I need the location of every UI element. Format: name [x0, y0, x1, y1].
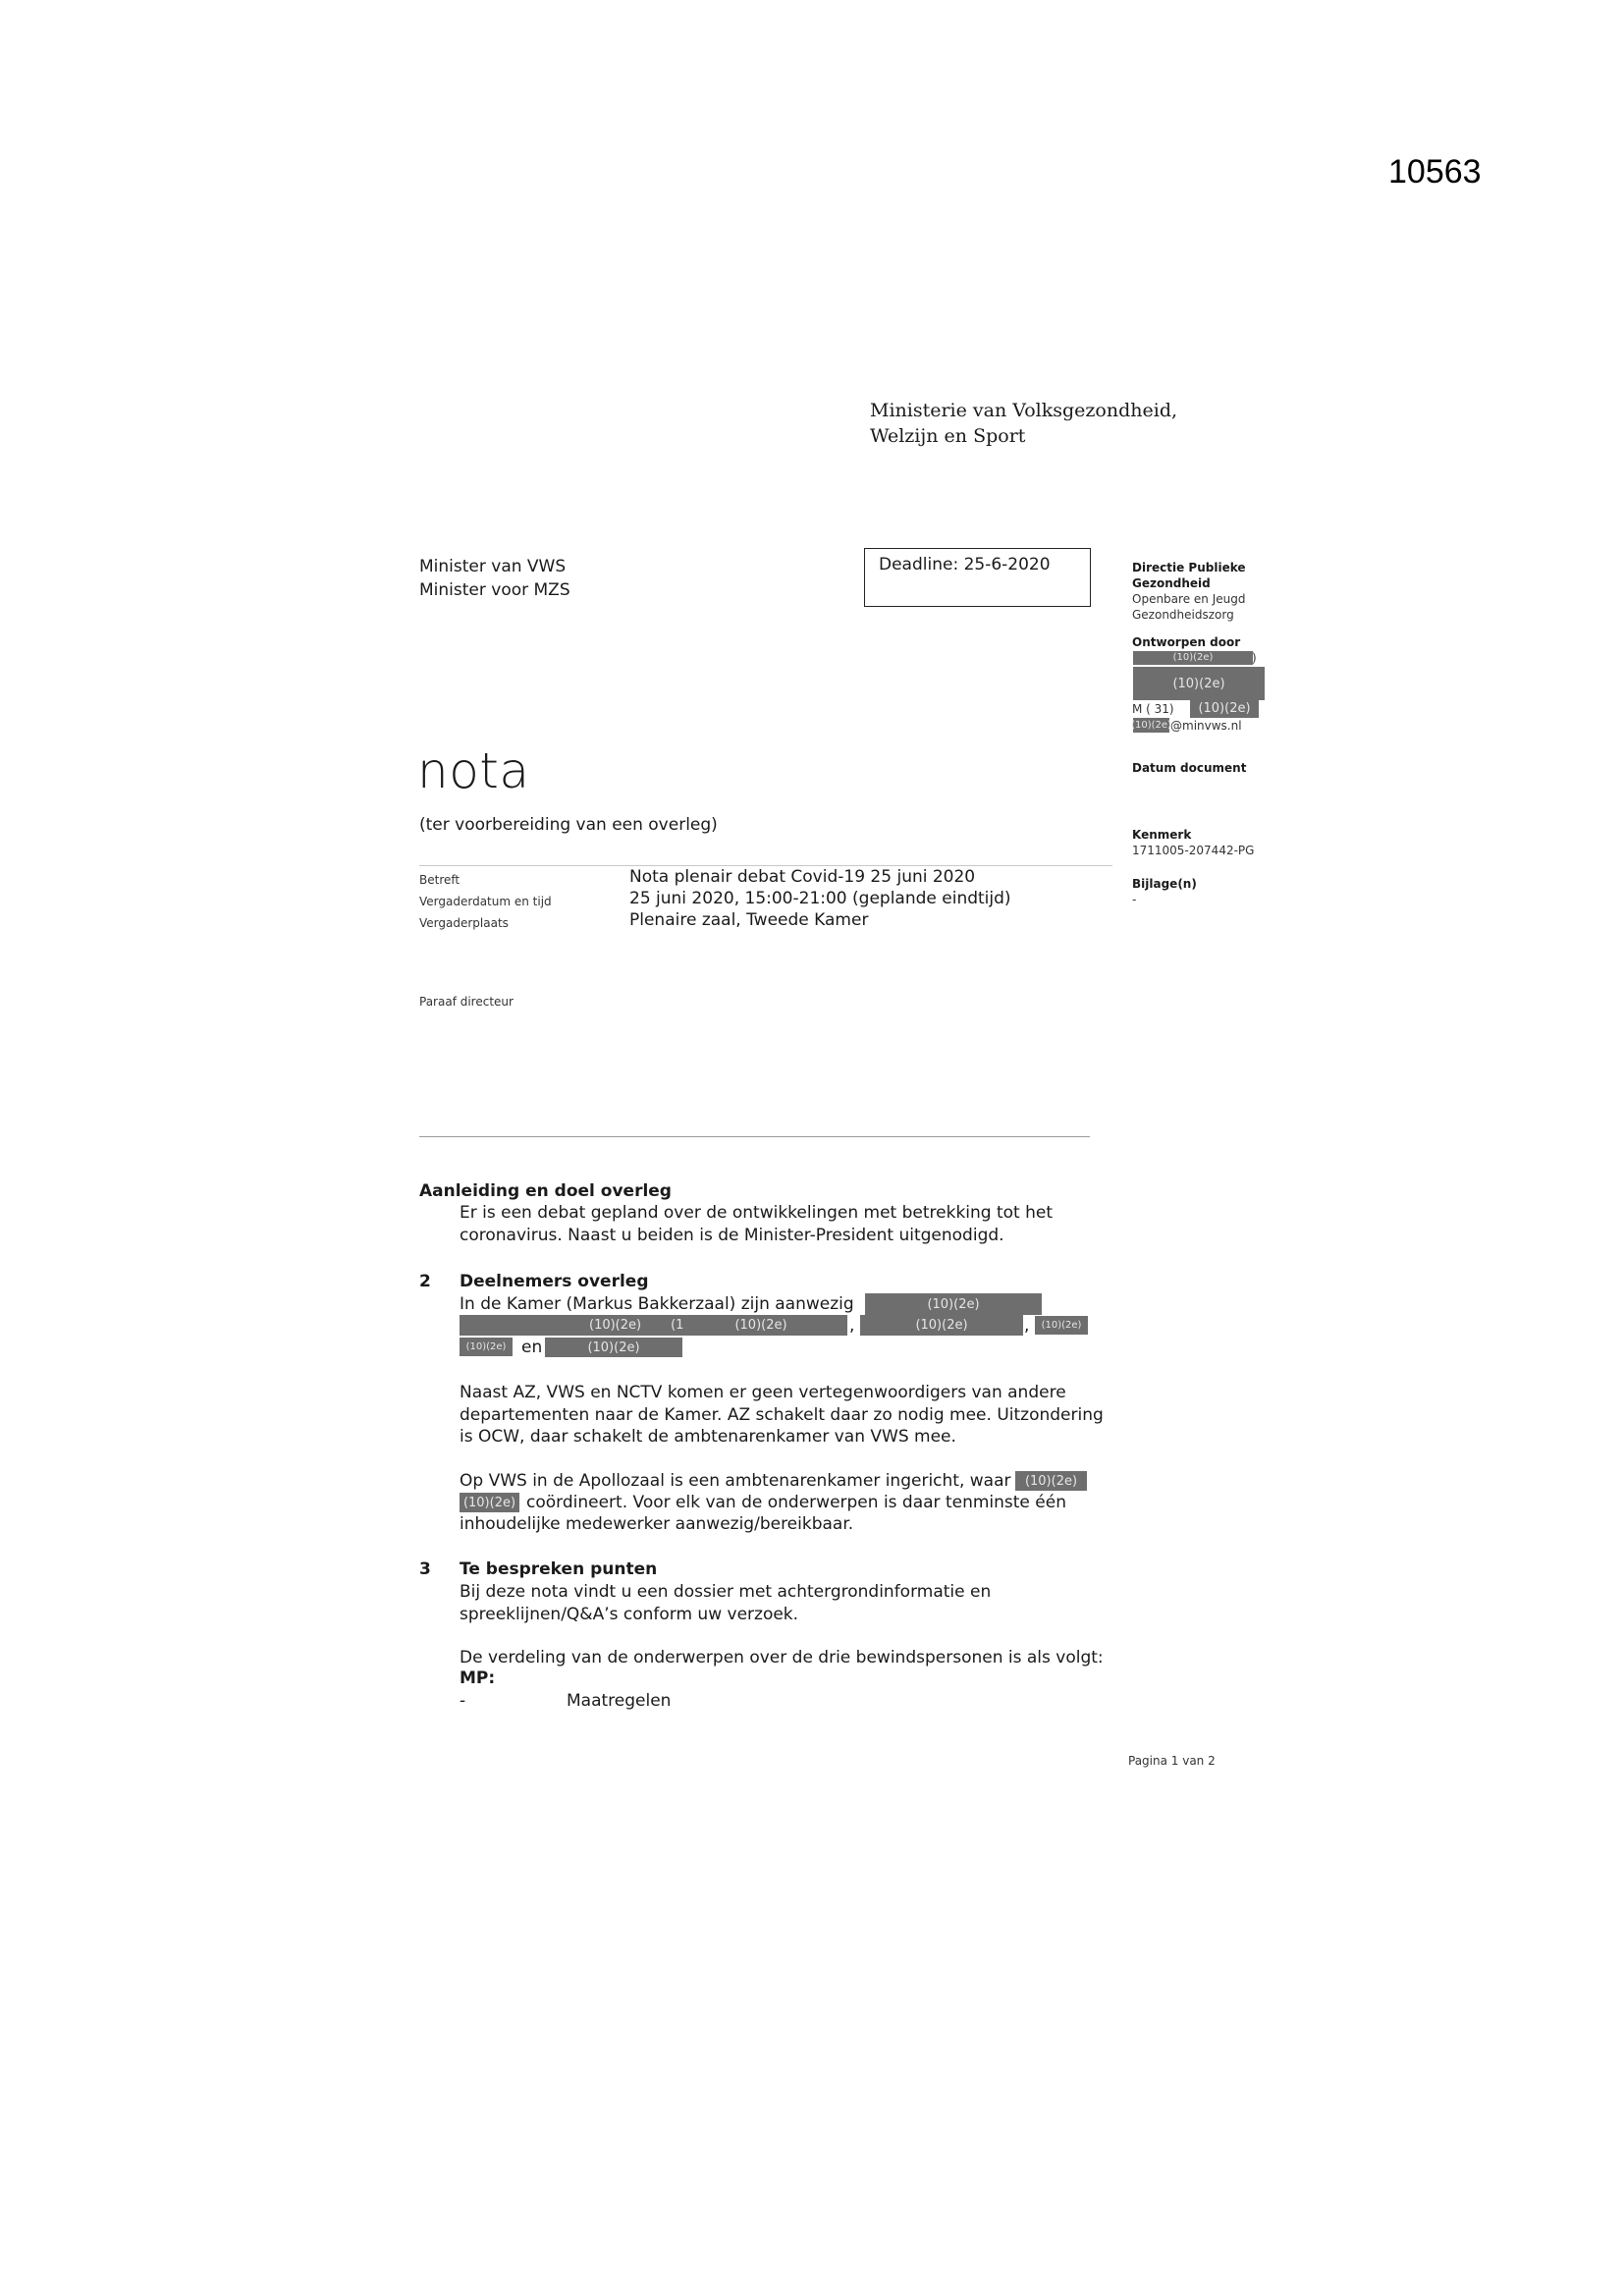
redaction-block: (10)(2e) — [1015, 1471, 1087, 1491]
addressees — [419, 555, 570, 602]
redaction-block: (10)(2e) — [1035, 1316, 1088, 1335]
section-body: Bij deze nota vindt u een dossier met achtergrondinformatie en spreeklijnen/Q&A’s conform uw verzoek. — [460, 1582, 992, 1624]
phone-prefix: M ( 31) — [1132, 702, 1174, 716]
email-suffix: @minvws.nl — [1170, 719, 1242, 733]
redaction-block: (10)(2e) — [1190, 699, 1259, 718]
mp-label: MP: — [460, 1668, 496, 1688]
document-title: nota — [417, 742, 530, 799]
addressee: Minister van VWS — [419, 557, 567, 576]
conjunction: en — [521, 1338, 543, 1357]
ministry-name — [870, 398, 1177, 449]
section-body: coördineert. Voor elk van de onderwerpen is daar tenminste één — [526, 1493, 1066, 1512]
section-body: Op VWS in de Apollozaal is een ambtenarenkamer ingericht, waar — [460, 1471, 1011, 1491]
attachments-value: - — [1132, 893, 1137, 906]
reference-label: Kenmerk — [1132, 828, 1192, 842]
redaction-block: (10)(2e) — [460, 1338, 513, 1356]
directorate-title: Gezondheid — [1132, 576, 1211, 590]
department: Gezondheidszorg — [1132, 608, 1234, 622]
subject-label: Betreft — [419, 873, 460, 887]
datetime-label: Vergaderdatum en tijd — [419, 895, 552, 908]
document-number: 10563 — [1388, 153, 1482, 191]
reference-value: 1711005-207442-PG — [1132, 844, 1255, 857]
location-value: Plenaire zaal, Tweede Kamer — [629, 910, 869, 930]
deadline-text: Deadline: 25-6-2020 — [879, 555, 1051, 574]
divider — [419, 865, 1112, 866]
designed-by-label: Ontworpen door — [1132, 635, 1241, 649]
addressee: Minister voor MZS — [419, 580, 570, 600]
ministry-line-2: Welzijn en Sport — [870, 425, 1026, 447]
date-label: Datum document — [1132, 761, 1247, 775]
attachments-block — [1132, 876, 1197, 907]
sidebar-directorate — [1132, 560, 1246, 623]
section-number: 2 — [419, 1272, 431, 1291]
section-body: Er is een debat gepland over de ontwikkelingen met betrekking tot het coronavirus. Naast u beiden is de Minister-President uitgenodigd. — [460, 1203, 1054, 1245]
department: Openbare en Jeugd — [1132, 592, 1246, 606]
bullet: - — [460, 1691, 466, 1711]
deadline-box — [864, 548, 1091, 607]
location-label: Vergaderplaats — [419, 916, 509, 930]
initials-label: Paraaf directeur — [419, 995, 514, 1009]
section-title: Deelnemers overleg — [460, 1272, 649, 1291]
redaction-block: (10)(2e) — [860, 1315, 1023, 1336]
attachments-label: Bijlage(n) — [1132, 877, 1197, 891]
section-title: Aanleiding en doel overleg — [419, 1181, 672, 1201]
section-title: Te bespreken punten — [460, 1559, 658, 1579]
subject-value: Nota plenair debat Covid-19 25 juni 2020 — [629, 867, 976, 887]
reference-block — [1132, 827, 1254, 858]
bullet-item: Maatregelen — [567, 1691, 672, 1711]
directorate-title: Directie Publieke — [1132, 561, 1246, 574]
document-subtitle: (ter voorbereiding van een overleg) — [419, 815, 718, 835]
section-body: inhoudelijke medewerker aanwezig/bereikbaar. — [460, 1514, 854, 1534]
datetime-value: 25 juni 2020, 15:00-21:00 (geplande eindtijd) — [629, 889, 1011, 908]
section-body: Naast AZ, VWS en NCTV komen er geen vertegenwoordigers van andere departementen naar de Kamer. AZ schakelt daar zo nodig mee. Uitzondering is OCW, daar schakelt de ambtenarenkamer van VWS mee. — [460, 1383, 1104, 1447]
separator: , — [1024, 1316, 1030, 1336]
section-body: In de Kamer (Markus Bakkerzaal) zijn aanwezig — [460, 1294, 854, 1314]
ministry-line-1: Ministerie van Volksgezondheid, — [870, 400, 1178, 421]
redaction-block: (10)(2e) (1 (10)(2e) — [460, 1315, 847, 1336]
redaction-block: (10)(2e) — [1133, 718, 1169, 733]
separator: , — [849, 1316, 855, 1336]
redaction-block: (10)(2e) — [545, 1338, 682, 1357]
redaction-block: (10)(2e) — [460, 1493, 519, 1512]
section-body: De verdeling van de onderwerpen over de drie bewindspersonen is als volgt: — [460, 1648, 1104, 1667]
divider — [419, 1136, 1090, 1137]
redaction-block: (10)(2e) — [865, 1293, 1042, 1315]
redaction-block: (10)(2e) — [1133, 651, 1253, 665]
section-number: 3 — [419, 1559, 431, 1579]
redaction-block: (10)(2e) — [1133, 667, 1265, 700]
page-footer: Pagina 1 van 2 — [1128, 1754, 1216, 1768]
